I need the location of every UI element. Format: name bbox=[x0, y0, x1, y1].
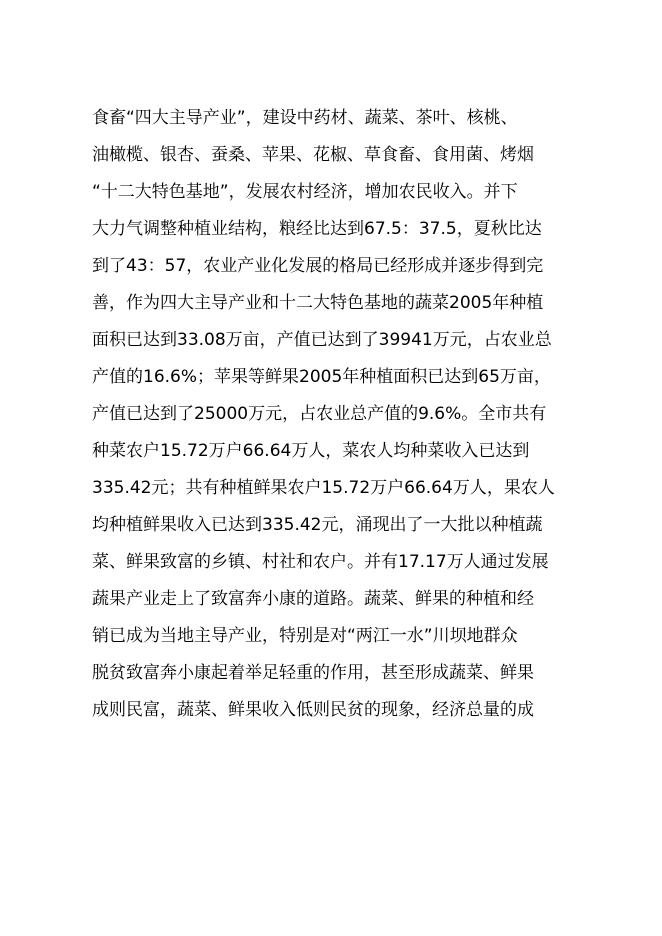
text-line: 产值的16.6%；苹果等鲜果2005年种植面积已达到65万亩， bbox=[92, 367, 551, 387]
text-line: 产值已达到了25000万元，占农业总产值的9.6%。全市共有 bbox=[92, 404, 547, 424]
text-line: 善，作为四大主导产业和十二大特色基地的蔬菜2005年种植 bbox=[92, 293, 544, 313]
text-line: 脱贫致富奔小康起着举足轻重的作用，甚至形成蔬菜、鲜果 bbox=[92, 663, 534, 683]
text-line: 菜、鲜果致富的乡镇、村社和农户。并有17.17万人通过发展 bbox=[92, 552, 549, 572]
text-line: 销已成为当地主导产业，特别是对“两江一水”川坝地群众 bbox=[92, 626, 518, 646]
text-line: 面积已达到33.08万亩，产值已达到了39941万元，占农业总 bbox=[92, 330, 552, 350]
text-line: 到了43：57，农业产业化发展的格局已经形成并逐步得到完 bbox=[92, 256, 544, 276]
text-line: “十二大特色基地”，发展农村经济，增加农民收入。并下 bbox=[92, 182, 518, 202]
text-line: 成则民富，蔬菜、鲜果收入低则民贫的现象，经济总量的成 bbox=[92, 700, 534, 720]
text-line: 食畜“四大主导产业”，建设中药材、蔬菜、茶叶、核桃、 bbox=[92, 108, 518, 128]
text-line: 油橄榄、银杏、蚕桑、苹果、花椒、草食畜、食用菌、烤烟 bbox=[92, 145, 534, 165]
text-line: 335.42元；共有种植鲜果农户15.72万户66.64万人，果农人 bbox=[92, 478, 555, 498]
body-paragraph bbox=[92, 100, 592, 729]
text-line: 均种植鲜果收入已达到335.42元，涌现出了一大批以种植蔬 bbox=[92, 515, 543, 535]
text-line: 种菜农户15.72万户66.64万人，菜农人均种菜收入已达到 bbox=[92, 441, 530, 461]
text-line: 大力气调整种植业结构，粮经比达到67.5：37.5，夏秋比达 bbox=[92, 219, 542, 239]
text-line: 蔬果产业走上了致富奔小康的道路。蔬菜、鲜果的种植和经 bbox=[92, 589, 534, 609]
